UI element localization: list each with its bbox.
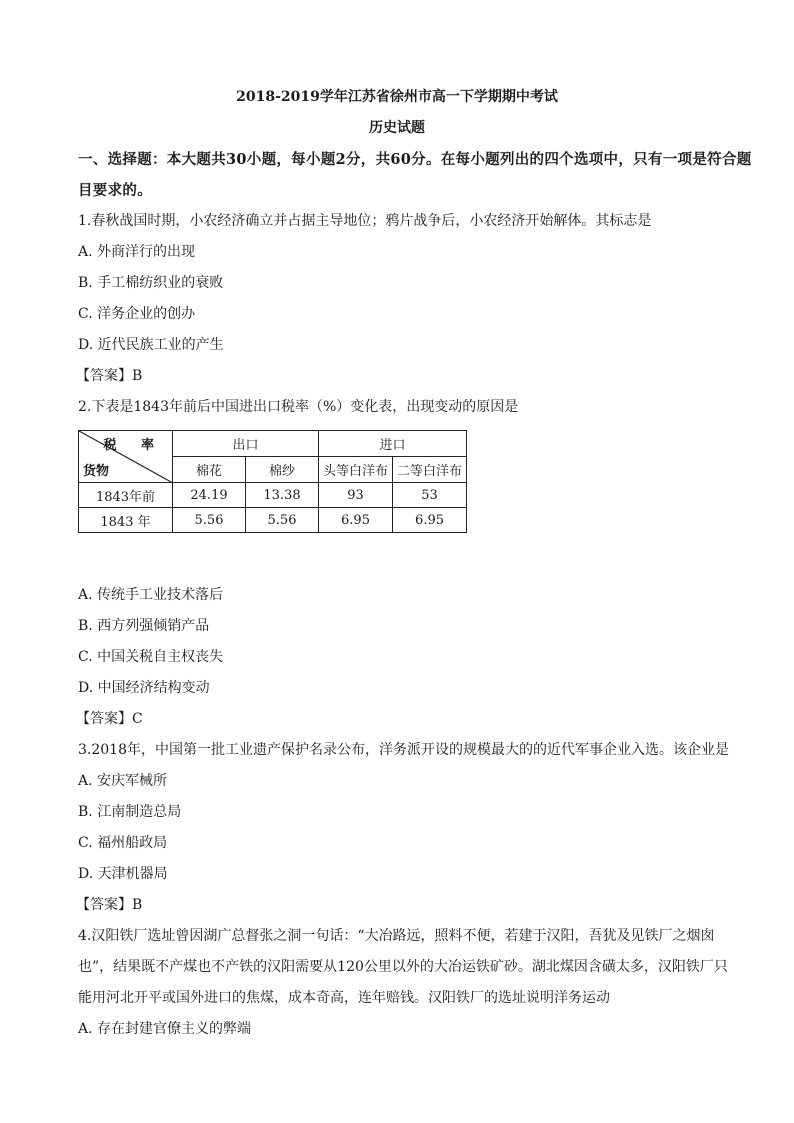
table-corner-rate-label: 税 率 (103, 438, 164, 453)
q3-stem: 3.2018年，中国第一批工业遗产保护名录公布，洋务派开设的规模最大的的近代军事企业入选。该企业是 (78, 742, 729, 758)
table-cell: 5.56 (246, 508, 319, 533)
table-header-export: 出口 (173, 431, 319, 457)
q1-option-b: B. 手工棉纺织业的衰败 (78, 275, 224, 291)
table-cell: 5.56 (173, 508, 246, 533)
q4-stem-line1: 4.汉阳铁厂选址曾因湖广总督张之洞一句话：“大冶路远，照料不便，若建于汉阳，吾犹及见铁厂之烟囱 (78, 928, 715, 944)
q2-option-d: D. 中国经济结构变动 (78, 680, 210, 696)
q1-answer: 【答案】B (76, 368, 143, 384)
q2-option-b: B. 西方列强倾销产品 (78, 618, 210, 634)
table-corner-cell (79, 431, 173, 483)
table-cell: 13.38 (246, 483, 319, 508)
q1-stem: 1.春秋战国时期，小农经济确立并占据主导地位；鸦片战争后，小农经济开始解体。其标志是 (78, 213, 652, 229)
table-row-label: 1843年前 (79, 483, 173, 508)
table-cell: 6.95 (393, 508, 467, 533)
q3-answer: 【答案】B (76, 897, 143, 913)
q4-stem-line2: 也”，结果既不产煤也不产铁的汉阳需要从120公里以外的大冶运铁矿砂。湖北煤因含磺太多，汉阳铁厂只 (78, 959, 728, 975)
table-cell: 6.95 (319, 508, 393, 533)
q2-stem: 2.下表是1843年前后中国进出口税率（%）变化表，出现变动的原因是 (78, 399, 519, 415)
q4-stem-line3: 能用河北开平或国外进口的焦煤，成本奇高，连年赔钱。汉阳铁厂的选址说明洋务运动 (78, 990, 610, 1006)
q3-option-d: D. 天津机器局 (78, 866, 168, 882)
exam-title: 2018-2019学年江苏省徐州市高一下学期期中考试 (236, 89, 558, 105)
q2-option-a: A. 传统手工业技术落后 (78, 587, 224, 603)
table-cell: 93 (319, 483, 393, 508)
q2-option-c: C. 中国关税自主权丧失 (78, 649, 224, 665)
q1-option-d: D. 近代民族工业的产生 (78, 337, 224, 353)
table-row (79, 483, 467, 508)
table-col-second-grade-cloth: 二等白洋布 (393, 457, 467, 483)
q1-option-a: A. 外商洋行的出现 (78, 244, 196, 260)
table-col-first-grade-cloth: 头等白洋布 (319, 457, 393, 483)
table-row-label: 1843 年 (79, 508, 173, 533)
table-col-cotton: 棉花 (173, 457, 246, 483)
q3-option-c: C. 福州船政局 (78, 835, 168, 851)
q1-option-c: C. 洋务企业的创办 (78, 306, 196, 322)
table-header-import: 进口 (319, 431, 467, 457)
q3-option-a: A. 安庆军械所 (78, 773, 168, 789)
q4-option-a: A. 存在封建官僚主义的弊端 (78, 1021, 252, 1037)
section-instructions-line1: 一、选择题：本大题共30小题，每小题2分，共60分。在每小题列出的四个选项中，只有一项是符合题 (78, 151, 752, 168)
exam-subject: 历史试题 (369, 120, 425, 136)
table-row (79, 508, 467, 533)
table-cell: 53 (393, 483, 467, 508)
q2-answer: 【答案】C (76, 711, 143, 727)
q3-option-b: B. 江南制造总局 (78, 804, 182, 820)
table-corner-goods-label: 货物 (83, 464, 110, 479)
section-instructions-line2: 目要求的。 (78, 182, 152, 199)
table-col-yarn: 棉纱 (246, 457, 319, 483)
table-cell: 24.19 (173, 483, 246, 508)
tax-rate-table (78, 430, 467, 533)
